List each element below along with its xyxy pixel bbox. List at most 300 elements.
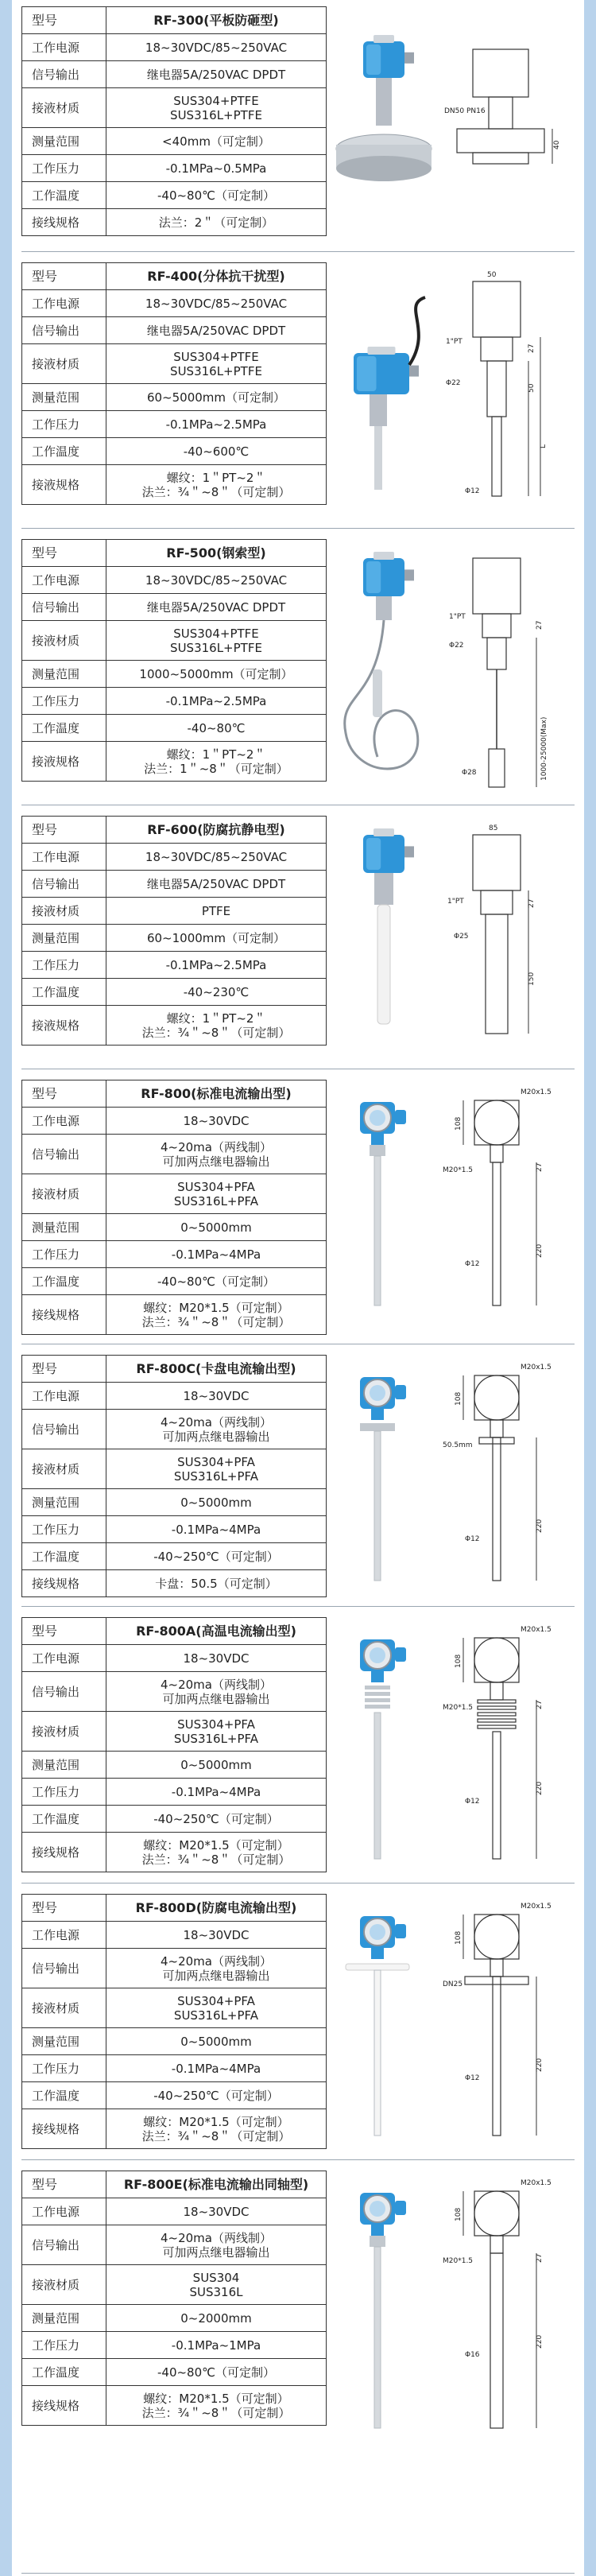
spec-row: [22, 1489, 327, 1516]
spec-value-line: 法兰：¾＂~8＂（可定制）: [141, 1025, 291, 1040]
spec-value-line: 继电器5A/250VAC DPDT: [146, 876, 286, 891]
spec-value: [106, 1779, 327, 1806]
drawing-outline: [490, 1682, 503, 1700]
spec-row: [22, 1949, 327, 1988]
spec-header-row: [22, 1356, 327, 1383]
dimension-label: 85: [489, 824, 498, 832]
spec-key: 工作温度: [22, 438, 106, 465]
spec-row: [22, 411, 327, 438]
spec-value: [106, 2082, 327, 2109]
dimension-label: 108: [455, 1654, 462, 1668]
spec-value: [106, 344, 327, 384]
housing-highlight: [366, 838, 381, 870]
dimension-label: 27: [536, 620, 544, 630]
drawing-outline: [493, 1162, 501, 1305]
dimension-label: 108: [455, 2207, 462, 2221]
photo-group: [360, 2193, 406, 2428]
drawing-outline: [478, 1700, 516, 1703]
spec-row: [22, 1006, 327, 1046]
drawing-outline: [478, 1713, 516, 1716]
spec-value: [106, 34, 327, 61]
spec-value: [106, 1383, 327, 1410]
spec-row: [22, 1570, 327, 1597]
spec-key: 工作温度: [22, 2082, 106, 2109]
spec-value: [106, 871, 327, 898]
dimension-drawing: [441, 1083, 576, 1321]
photo-group: [336, 35, 432, 181]
drawing-outline: [473, 281, 521, 337]
dimension-label: 108: [455, 1391, 462, 1406]
spec-value: [106, 2055, 327, 2082]
spec-value-line: -40~230℃: [183, 984, 250, 999]
spec-key: 工作电源: [22, 1108, 106, 1135]
spec-key: 信号输出: [22, 594, 106, 621]
spec-value-line: 0~5000mm: [180, 2034, 252, 2049]
section-divider: [21, 2573, 575, 2574]
spec-row: [22, 1449, 327, 1489]
spec-value-line: -0.1MPa~4MPa: [171, 1784, 261, 1799]
flange-bottom: [336, 156, 432, 181]
spec-row: [22, 88, 327, 128]
spec-value-line: 螺纹：M20*1.5（可定制）: [143, 2114, 289, 2129]
dimension-drawing: [441, 1358, 576, 1596]
spec-key: 工作压力: [22, 1516, 106, 1543]
spec-value-line: 螺纹：1＂PT~2＂: [166, 1011, 266, 1026]
spec-row: [22, 2225, 327, 2265]
cooling-fin: [365, 1692, 390, 1696]
dimension-label: 108: [455, 1930, 462, 1945]
spec-value-line: SUS316L+PFA: [173, 1193, 259, 1208]
drawing-outline: [493, 1977, 501, 2136]
spec-row: [22, 952, 327, 979]
probe-body: [374, 873, 393, 905]
spec-row: [22, 209, 327, 236]
dimension-label: 220: [536, 1519, 544, 1533]
spec-value-line: -40~250℃（可定制）: [153, 1549, 279, 1564]
spec-value-line: SUS304+PTFE: [173, 349, 259, 364]
model-label: 型号: [22, 1618, 106, 1645]
spec-value: [106, 1006, 327, 1046]
spec-value: [106, 88, 327, 128]
spec-table: [21, 6, 327, 236]
spec-value-line: 法兰：1＂~8＂（可定制）: [144, 761, 288, 776]
spec-key: 接液材质: [22, 1712, 106, 1752]
model-label: 型号: [22, 817, 106, 844]
spec-value-line: -40~250℃（可定制）: [153, 1811, 279, 1826]
spec-value: [106, 438, 327, 465]
spec-row: [22, 2198, 327, 2225]
spec-value: [106, 1295, 327, 1335]
dimension-label: M20x1.5: [521, 2179, 551, 2187]
drawing-outline: [473, 153, 528, 164]
model-label: 型号: [22, 2171, 106, 2198]
spec-value-line: 螺纹：M20*1.5（可定制）: [143, 1300, 289, 1315]
spec-header-row: [22, 540, 327, 567]
spec-value: [106, 1922, 327, 1949]
drawing-outline: [489, 749, 505, 787]
spec-value: [106, 1449, 327, 1489]
photo-group: [360, 1377, 406, 1581]
spec-value-line: 4~20ma（两线制）: [160, 2230, 272, 2245]
spec-header-row: [22, 2171, 327, 2198]
spec-row: [22, 2028, 327, 2055]
spec-row: [22, 871, 327, 898]
side-cover: [395, 1110, 406, 1124]
model-label: 型号: [22, 540, 106, 567]
spec-row: [22, 715, 327, 742]
spec-key: 信号输出: [22, 1410, 106, 1449]
spec-value-line: SUS316L: [189, 2284, 243, 2299]
spec-value-line: 继电器5A/250VAC DPDT: [146, 67, 286, 82]
product-catalog-page: [12, 0, 584, 2576]
spec-value-line: -0.1MPa~4MPa: [171, 1247, 261, 1262]
spec-value-line: -0.1MPa~2.5MPa: [165, 957, 267, 972]
drawing-outline: [486, 914, 508, 1034]
spec-row: [22, 1672, 327, 1712]
dimension-drawing: [441, 266, 576, 504]
spec-value-line: -0.1MPa~0.5MPa: [165, 161, 267, 176]
spec-table: [21, 1080, 327, 1335]
spec-key: 工作电源: [22, 34, 106, 61]
spec-value-line: -0.1MPa~4MPa: [171, 2061, 261, 2076]
spec-value: [106, 979, 327, 1006]
spec-row: [22, 1268, 327, 1295]
spec-row: [22, 661, 327, 688]
dimension-label: Φ12: [465, 1798, 480, 1806]
spec-row: [22, 438, 327, 465]
spec-key: 工作电源: [22, 290, 106, 317]
spec-value-line: -40~80℃（可定制）: [157, 1274, 275, 1289]
spec-row: [22, 1108, 327, 1135]
drawing-outline: [490, 1145, 503, 1162]
dimension-label: 50: [528, 383, 536, 393]
spec-value-line: 18~30VDC: [183, 1927, 250, 1942]
spec-row: [22, 1833, 327, 1872]
drawing-outline: [474, 1100, 519, 1145]
ptfe-rod: [377, 905, 390, 1024]
clamp-flange: [360, 1423, 395, 1431]
spec-key: 接液材质: [22, 88, 106, 128]
model-label: 型号: [22, 263, 106, 290]
spec-row: [22, 465, 327, 505]
neck: [371, 2225, 384, 2236]
drawing-outline: [465, 1977, 528, 1984]
side-cover: [395, 1385, 406, 1399]
spec-value: [106, 1174, 327, 1214]
spec-value-line: 0~5000mm: [180, 1757, 252, 1772]
spec-row: [22, 2359, 327, 2386]
spec-key: 接线规格: [22, 2109, 106, 2149]
spec-key: 工作压力: [22, 1241, 106, 1268]
drawing-outline: [478, 1706, 516, 1709]
spec-row: [22, 2055, 327, 2082]
spec-row: [22, 1410, 327, 1449]
spec-value: [106, 1570, 327, 1597]
spec-value-line: 法兰：¾＂~8＂（可定制）: [141, 1852, 291, 1867]
spec-value-line: -40~600℃: [183, 444, 250, 459]
probe-body: [376, 78, 392, 126]
spec-value-line: 法兰：¾＂~8＂（可定制）: [141, 484, 291, 499]
dimension-label: Φ12: [465, 1535, 480, 1543]
spec-value-line: <40mm（可定制）: [162, 134, 270, 149]
spec-value: [106, 715, 327, 742]
spec-value-line: 0~5000mm: [180, 1495, 252, 1510]
dimension-label: 50.5mm: [443, 1441, 473, 1449]
neck: [371, 1409, 384, 1420]
dimension-label: L: [540, 444, 548, 448]
spec-row: [22, 1779, 327, 1806]
photo-group: [360, 1102, 406, 1305]
spec-value: [106, 621, 327, 661]
spec-value-line: 4~20ma（两线制）: [160, 1139, 272, 1154]
dimension-label: 50: [487, 271, 497, 279]
dimension-label: Φ12: [465, 2074, 480, 2082]
spec-value-line: 可加两点继电器输出: [162, 2244, 270, 2260]
spec-value-line: 螺纹：1＂PT~2＂: [166, 470, 266, 485]
spec-value: [106, 155, 327, 182]
spec-value-line: 0~2000mm: [180, 2310, 252, 2326]
spec-header-row: [22, 1618, 327, 1645]
spec-row: [22, 61, 327, 88]
spec-row: [22, 1241, 327, 1268]
spec-value-line: 60~5000mm（可定制）: [146, 390, 286, 405]
spec-key: 工作电源: [22, 2198, 106, 2225]
spec-value: [106, 925, 327, 952]
dimension-label: 108: [455, 1116, 462, 1131]
dimension-label: Φ22: [446, 379, 461, 387]
spec-key: 信号输出: [22, 2225, 106, 2265]
spec-table: [21, 1894, 327, 2149]
photo-group: [363, 828, 414, 1024]
model-label: 型号: [22, 7, 106, 34]
spec-key: 接液材质: [22, 1988, 106, 2028]
spec-row: [22, 1543, 327, 1570]
spec-header-row: [22, 817, 327, 844]
housing-cap: [373, 552, 394, 560]
display-glass: [370, 2201, 385, 2217]
spec-value-line: 法兰：¾＂~8＂（可定制）: [141, 2405, 291, 2420]
spec-key: 测量范围: [22, 1752, 106, 1779]
spec-value-line: 螺纹：1＂PT~2＂: [166, 747, 266, 762]
dimension-label: 1"PT: [449, 613, 466, 621]
spec-value: [106, 317, 327, 344]
dimension-label: Φ12: [465, 487, 480, 495]
spec-value-line: SUS304+PFA: [177, 1179, 255, 1194]
dimension-label: M20x1.5: [521, 1088, 551, 1096]
spec-key: 接线规格: [22, 2386, 106, 2426]
spec-value-line: 1000~5000mm（可定制）: [139, 666, 293, 681]
spec-value: [106, 465, 327, 505]
product-photo: [330, 1083, 441, 1321]
spec-value: [106, 2386, 327, 2426]
spec-value-line: SUS304+PFA: [177, 1454, 255, 1469]
spec-value-line: 60~1000mm（可定制）: [146, 930, 286, 945]
neck: [371, 1134, 384, 1145]
spec-key: 工作电源: [22, 1922, 106, 1949]
spec-value-line: 可加两点继电器输出: [162, 1429, 270, 1444]
spec-key: 工作压力: [22, 688, 106, 715]
spec-table: [21, 816, 327, 1046]
model-name: RF-800E(标准电流输出同轴型): [106, 2171, 327, 2198]
spec-table: [21, 539, 327, 782]
spec-row: [22, 290, 327, 317]
spec-value: [106, 290, 327, 317]
photo-group: [354, 297, 425, 490]
housing-cap: [373, 828, 394, 836]
spec-value-line: 可加两点继电器输出: [162, 1154, 270, 1169]
dimension-label: M20*1.5: [443, 2257, 474, 2265]
spec-value-line: -40~250℃（可定制）: [153, 2088, 279, 2103]
product-photo: [330, 266, 441, 504]
spec-value: [106, 2359, 327, 2386]
dimension-label: Φ28: [462, 769, 477, 777]
spec-key: 接液规格: [22, 1006, 106, 1046]
dimension-label: Φ12: [465, 1260, 480, 1268]
spec-value: [106, 128, 327, 155]
probe-rod: [374, 1431, 381, 1581]
spec-key: 接液规格: [22, 465, 106, 505]
spec-key: 工作电源: [22, 844, 106, 871]
spec-value-line: 法兰：2＂（可定制）: [158, 215, 274, 230]
model-label: 型号: [22, 1356, 106, 1383]
spec-row: [22, 1135, 327, 1174]
dimension-drawing: [441, 10, 576, 200]
thread-fitting: [370, 2236, 385, 2247]
spec-value-line: -40~80℃: [187, 720, 246, 735]
cooling-fin: [365, 1698, 390, 1702]
drawing-outline: [490, 1959, 503, 1977]
spec-key: 工作压力: [22, 411, 106, 438]
spec-value: [106, 2198, 327, 2225]
display-glass: [370, 1385, 385, 1401]
spec-key: 工作压力: [22, 1779, 106, 1806]
section-divider: [21, 251, 575, 252]
photo-group: [345, 552, 418, 769]
spec-row: [22, 742, 327, 782]
housing-cap: [368, 347, 396, 355]
dimension-label: 1000-25000(Max): [540, 716, 548, 781]
neck: [371, 1671, 384, 1682]
spec-value-line: 螺纹：M20*1.5（可定制）: [143, 2391, 289, 2406]
spec-key: 工作压力: [22, 155, 106, 182]
spec-key: 接线规格: [22, 1833, 106, 1872]
dimension-label: 27: [528, 898, 536, 908]
section-divider: [21, 1606, 575, 1607]
spec-row: [22, 2082, 327, 2109]
housing-cap: [373, 35, 394, 43]
neck: [371, 1948, 384, 1959]
spec-value-line: -40~80℃（可定制）: [157, 2365, 275, 2380]
probe-body: [376, 596, 392, 620]
spec-key: 测量范围: [22, 1489, 106, 1516]
spec-value-line: 可加两点继电器输出: [162, 1968, 270, 1983]
spec-row: [22, 155, 327, 182]
spec-row: [22, 844, 327, 871]
spec-value: [106, 2225, 327, 2265]
spec-value-line: 18~30VDC: [183, 1113, 250, 1128]
spec-value: [106, 661, 327, 688]
spec-row: [22, 1516, 327, 1543]
dimension-label: 27: [536, 1162, 544, 1172]
spec-table: [21, 262, 327, 505]
spec-row: [22, 2109, 327, 2149]
spec-value: [106, 209, 327, 236]
probe-rod: [374, 1970, 381, 2136]
section-divider: [21, 2159, 575, 2160]
product-photo: [330, 1358, 441, 1596]
dimension-drawing: [441, 819, 576, 1057]
pfa-flange: [346, 1964, 409, 1970]
spec-value: [106, 1752, 327, 1779]
dimension-label: 27: [536, 1700, 544, 1709]
dimension-label: Φ22: [449, 642, 464, 650]
spec-key: 测量范围: [22, 2305, 106, 2332]
spec-key: 测量范围: [22, 661, 106, 688]
spec-row: [22, 1752, 327, 1779]
drawing-outline: [481, 337, 513, 361]
dimension-label: 220: [536, 1243, 544, 1258]
spec-value-line: -0.1MPa~2.5MPa: [165, 693, 267, 708]
drawing-outline: [478, 1719, 516, 1722]
spec-row: [22, 182, 327, 209]
drawing-outline: [490, 2253, 503, 2428]
spec-row: [22, 2265, 327, 2305]
cable: [409, 297, 425, 365]
dimension-label: M20x1.5: [521, 1903, 551, 1911]
spec-value-line: SUS304: [192, 2270, 240, 2285]
drawing-outline: [474, 1915, 519, 1959]
spec-key: 测量范围: [22, 2028, 106, 2055]
spec-key: 信号输出: [22, 1949, 106, 1988]
drawing-outline: [479, 1437, 514, 1444]
spec-value: [106, 567, 327, 594]
spec-value-line: SUS316L+PFA: [173, 1731, 259, 1746]
drawing-outline: [490, 1420, 503, 1437]
spec-value: [106, 411, 327, 438]
spec-key: 测量范围: [22, 128, 106, 155]
spec-row: [22, 34, 327, 61]
spec-value: [106, 1988, 327, 2028]
spec-value: [106, 1268, 327, 1295]
spec-key: 工作电源: [22, 1383, 106, 1410]
model-label: 型号: [22, 1895, 106, 1922]
spec-row: [22, 1174, 327, 1214]
housing-highlight: [366, 45, 381, 75]
spec-value: [106, 2109, 327, 2149]
dimension-label: M20x1.5: [521, 1626, 551, 1634]
spec-value: [106, 844, 327, 871]
spec-value-line: 18~30VDC/85~250VAC: [145, 40, 288, 55]
drawing-outline: [482, 614, 511, 638]
spec-row: [22, 1806, 327, 1833]
spec-key: 测量范围: [22, 1214, 106, 1241]
spec-value-line: -40~80℃（可定制）: [157, 188, 275, 203]
spec-key: 接液规格: [22, 742, 106, 782]
spec-header-row: [22, 7, 327, 34]
spec-key: 信号输出: [22, 1672, 106, 1712]
spec-value-line: SUS316L+PFA: [173, 1468, 259, 1484]
spec-row: [22, 621, 327, 661]
spec-value-line: 18~30VDC: [183, 2204, 250, 2219]
dimension-label: 220: [536, 2058, 544, 2072]
spec-value: [106, 1410, 327, 1449]
spec-value-line: 4~20ma（两线制）: [160, 1414, 272, 1430]
spec-key: 接液材质: [22, 621, 106, 661]
model-name: RF-800A(高温电流输出型): [106, 1618, 327, 1645]
spec-key: 接液材质: [22, 344, 106, 384]
dimension-drawing: [441, 542, 576, 797]
model-label: 型号: [22, 1080, 106, 1108]
